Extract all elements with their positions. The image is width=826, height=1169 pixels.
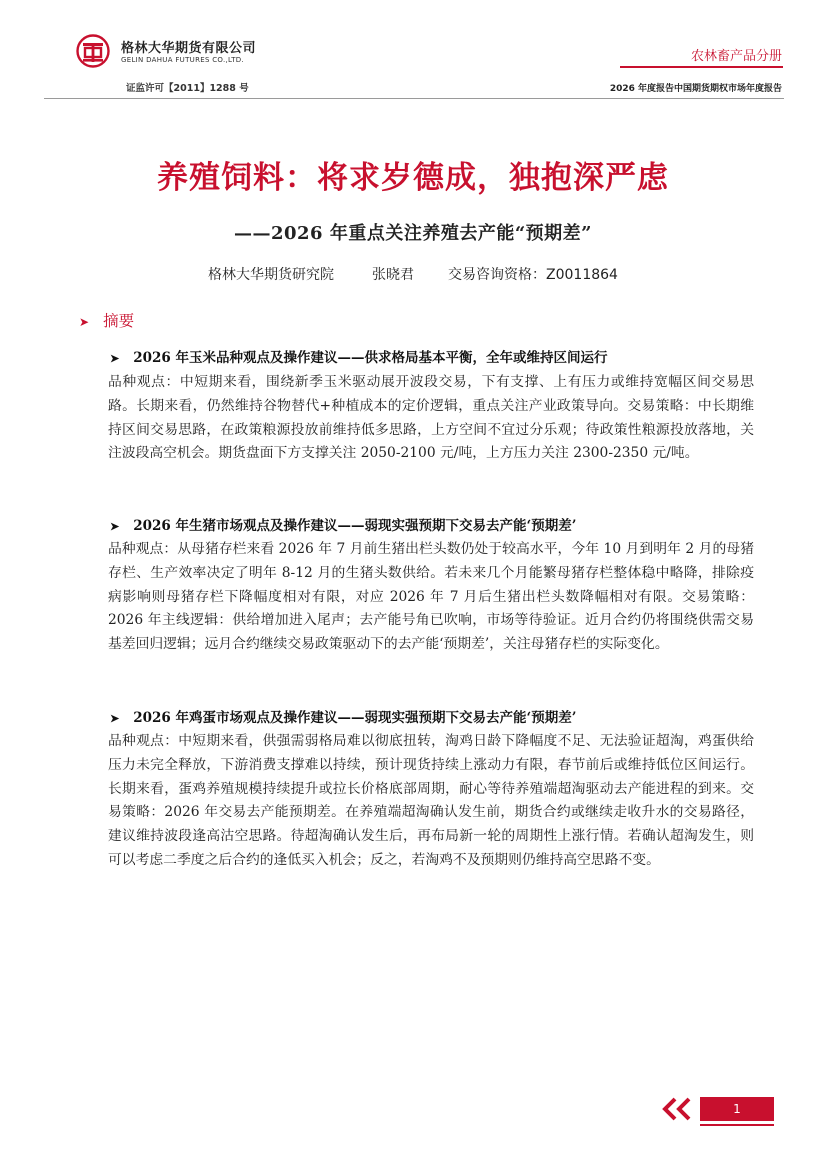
section-heading-label: 2026 年鸡蛋市场观点及操作建议——弱现实强预期下交易去产能‘预期差’ [133, 710, 577, 726]
page-number: 1 [700, 1097, 774, 1121]
section-body-corn: 品种观点：中短期来看，围绕新季玉米驱动展开波段交易，下有支撑、上有压力或维持宽幅区间交易思路。长期来看，仍然维持谷物替代+种植成本的定价逻辑，重点关注产业政策导向。交易策略：中长期维持区间交易思路，在政策粮源投放前维持低多思路，上方空间不宜过分乐观；待政策性粮源投放落地，关注波段高空机会。期货盘面下方支撑关注 2050-2100 元/吨，上方压力关注 2300-2350 元/吨。 [108, 374, 754, 462]
author-institute: 格林大华期货研究院 [208, 267, 335, 283]
footer-underline [700, 1124, 774, 1126]
company-name-en: GELIN DAHUA FUTURES CO.,LTD. [121, 56, 245, 64]
report-category: 农林畜产品分册 [690, 49, 782, 64]
license-number: 证监许可【2011】1288 号 [126, 83, 249, 94]
company-name-cn: 格林大华期货有限公司 [121, 41, 257, 56]
page-title: 养殖饲料：将求岁德成，独抱深严虑 [157, 160, 669, 196]
category-underline [620, 66, 783, 68]
author-name: 张晓君 [372, 267, 415, 283]
company-logo-icon [76, 34, 110, 68]
abstract-heading-label: 摘要 [103, 312, 135, 330]
arrow-bullet-icon: ➤ [110, 352, 120, 365]
header-divider [44, 98, 784, 99]
section-heading-egg [110, 706, 576, 726]
arrow-bullet-icon: ➤ [110, 520, 120, 533]
report-type: 2026 年度报告中国期货期权市场年度报告 [609, 84, 782, 94]
abstract-heading [79, 309, 134, 331]
arrow-bullet-icon: ➤ [79, 315, 90, 329]
double-chevron-left-icon [657, 1096, 695, 1122]
section-heading-label: 2026 年生猪市场观点及操作建议——弱现实强预期下交易去产能‘预期差’ [133, 518, 577, 534]
author-qualification: 交易咨询资格：Z0011864 [448, 267, 618, 283]
page-subtitle: ——2026 年重点关注养殖去产能“预期差” [233, 223, 593, 244]
section-heading-label: 2026 年玉米品种观点及操作建议——供求格局基本平衡，全年或维持区间运行 [133, 350, 608, 366]
author-line [0, 264, 826, 284]
section-body-egg: 品种观点：中短期来看，供强需弱格局难以彻底扭转，淘鸡日龄下降幅度不足、无法验证超淘，鸡蛋供给压力未完全释放，下游消费支撑难以持续，预计现货持续上涨动力有限，春节前后或维持低位区间运行。长期来看，蛋鸡养殖规模持续提升或拉长价格底部周期，耐心等待养殖端超淘驱动去产能进程的到来。交易策略：2026 年交易去产能预期差。在养殖端超淘确认发生前，期货合约或继续走收升水的交易路径，建议维持波段逢高沽空思路。待超淘确认发生后，再布局新一轮的周期性上涨行情。若确认超淘发生，则可以考虑二季度之后合约的逢低买入机会；反之，若淘鸡不及预期则仍维持高空思路不变。 [108, 733, 754, 868]
section-heading-corn [110, 346, 608, 366]
arrow-bullet-icon: ➤ [110, 712, 120, 725]
section-heading-hog [110, 514, 576, 534]
section-body-hog: 品种观点：从母猪存栏来看 2026 年 7 月前生猪出栏头数仍处于较高水平，今年 10 月到明年 2 月的母猪存栏、生产效率决定了明年 8-12 月的生猪头数供给。若未来几个月能繁母猪存栏整体稳中略降，排除疫病影响则母猪存栏下降幅度相对有限，对应 2026 年 7 月后生猪出栏头数降幅相对有限。交易策略：2026 年主线逻辑：供给增加进入尾声；去产能号角已吹响，市场等待验证。近月合约仍将围绕供需交易基差回归逻辑；远月合约继续交易政策驱动下的去产能‘预期差’，关注母猪存栏的实际变化。 [108, 541, 754, 653]
